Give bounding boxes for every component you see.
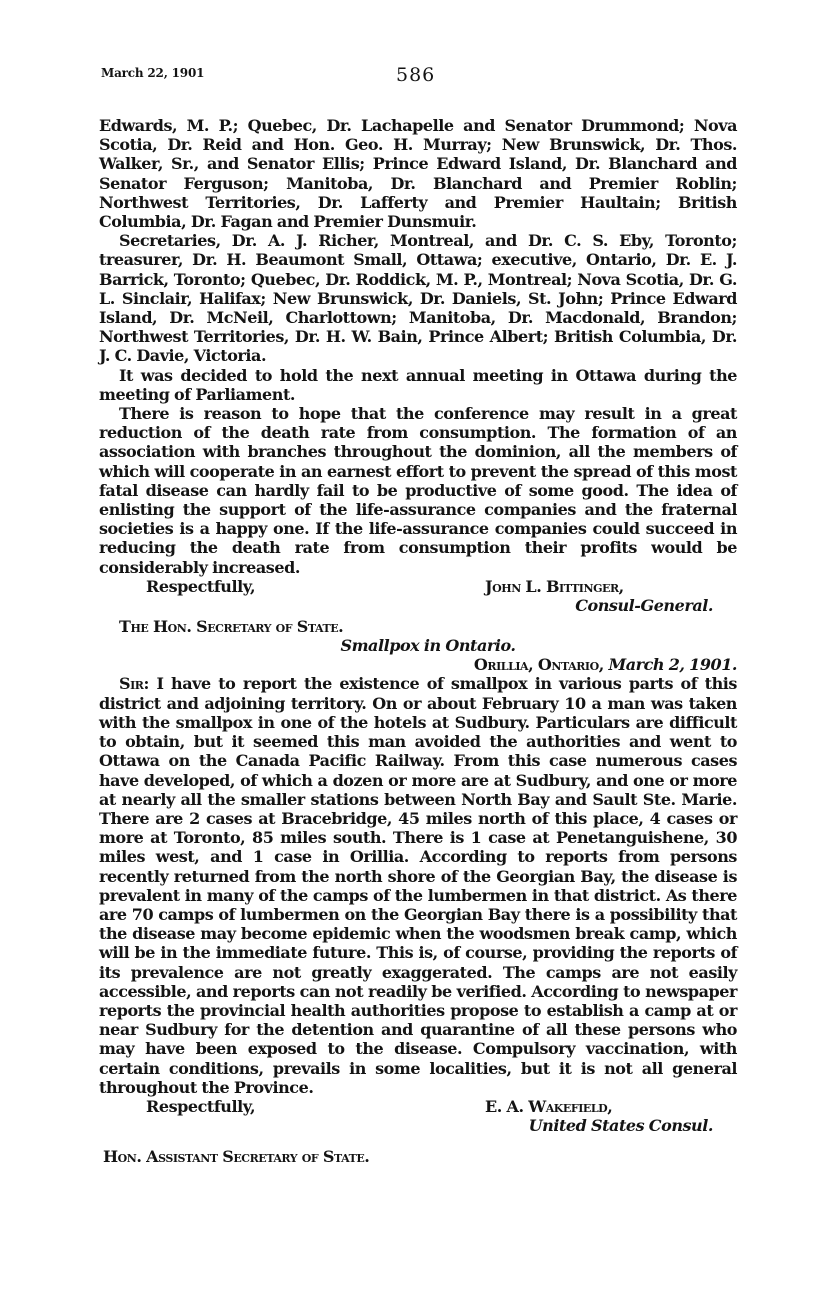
paragraph-officers: Secretaries, Dr. A. J. Richer, Montreal, and Dr. C. S. Eby, Toronto; treasurer, Dr. H. Beaumont Small, Ottawa; executive, Ontario, Dr. E. J. Barrick, Toronto; Quebec, Dr. Roddick, M. P., Montreal; Nova Scotia, Dr. G. L. Sinclair, Halifax; New Brunswick, Dr. Daniels, St. John; Prince Edward Island, Dr. McNeil, Charlottown; Manitoba, Dr. Macdonald, Brandon; Northwest Territories, Dr. H. W. Bain, Prince Albert; British Columbia, Dr. J. C. Davie, Victoria. [99, 231, 737, 366]
dateline-date: March 2, 1901. [608, 655, 737, 675]
signature-block-wakefield [99, 1097, 737, 1137]
section-heading: Smallpox in Ontario. [340, 636, 516, 656]
paragraph-smallpox-report [99, 674, 737, 1096]
page-number: 586 [396, 64, 436, 86]
paragraph-next-meeting: It was decided to hold the next annual meeting in Ottawa during the meeting of Parliament. [99, 365, 737, 404]
salutation: Sir: [119, 674, 149, 694]
closing-respectfully: Respectfully, [146, 1096, 256, 1116]
addressee: Hon. Assistant Secretary of State. [103, 1146, 370, 1166]
header-date: March 22, 1901 [101, 66, 205, 80]
dateline [99, 655, 737, 674]
signer-name: E. A. Wakefield, [485, 1096, 613, 1116]
signer-title: United States Consul. [528, 1115, 713, 1135]
document-body [99, 116, 737, 1166]
addressee: The Hon. Secretary of State. [119, 616, 344, 636]
signer-name: John L. Bittinger, [485, 576, 624, 596]
paragraph-conference-hope: There is reason to hope that the conference may result in a great reduction of the death rate from consumption. The formation of an association with branches throughout the dominion, all the members of which will cooperate in an earnest effort to prevent the spread of this most fatal disease can hardly fail to be productive of some good. The idea of enlisting the support of the life-assurance companies and the fraternal societies is a happy one. If the life-assurance companies could succeed in reducing the death rate from consumption their profits would be considerably increased. [99, 404, 737, 577]
report-body: I have to report the existence of smallpox in various parts of this district and adjoining territory. On or about February 10 a man was taken with the smallpox in one of the hotels at Sudbury. Particulars are difficult to obtain, but it seemed this man avoided the authorities and went to Ottawa on the Canada Pacific Railway. From this case numerous cases have developed, of which a dozen or more are at Sudbury, and one or more at nearly all the smaller stations between North Bay and Sault Ste. Marie. There are 2 cases at Bracebridge, 45 miles north of this place, 4 cases or more at Toronto, 85 miles south. There is 1 case at Penetanguishene, 30 miles west, and 1 case in Orillia. According to reports from persons recently returned from the north shore of the Georgian Bay, the disease is prevalent in many of the camps of the lumbermen in that district. As there are 70 camps of lumbermen on the Georgian Bay there is a possibility that the disease may become epidemic when the woodsmen break camp, which will be in the immediate future. This is, of course, providing the reports of its prevalence are not greatly exaggerated. The camps are not easily accessible, and reports can not readily be verified. According to newspaper reports the provincial health authorities propose to establish a camp at or near Sudbury for the detention and quarantine of all these persons who may have been exposed to the disease. Compulsory vaccination, with certain conditions, prevails in some localities, but it is not all general throughout the Province. [99, 674, 737, 1097]
closing-respectfully: Respectfully, [146, 576, 256, 596]
signature-block-bittinger [99, 577, 737, 617]
paragraph-committee-list: Edwards, M. P.; Quebec, Dr. Lachapelle and Senator Drummond; Nova Scotia, Dr. Reid and Hon. Geo. H. Murray; New Brunswick, Dr. Thos. Walker, Sr., and Senator Ellis; Prince Edward Island, Dr. Blanchard and Senator Ferguson; Manitoba, Dr. Blanchard and Premier Roblin; Northwest Territories, Dr. Lafferty and Premier Haultain; British Columbia, Dr. Fagan and Premier Dunsmuir. [99, 116, 737, 232]
signer-title: Consul-General. [575, 595, 713, 615]
dateline-place: Orillia, Ontario, [473, 655, 604, 675]
